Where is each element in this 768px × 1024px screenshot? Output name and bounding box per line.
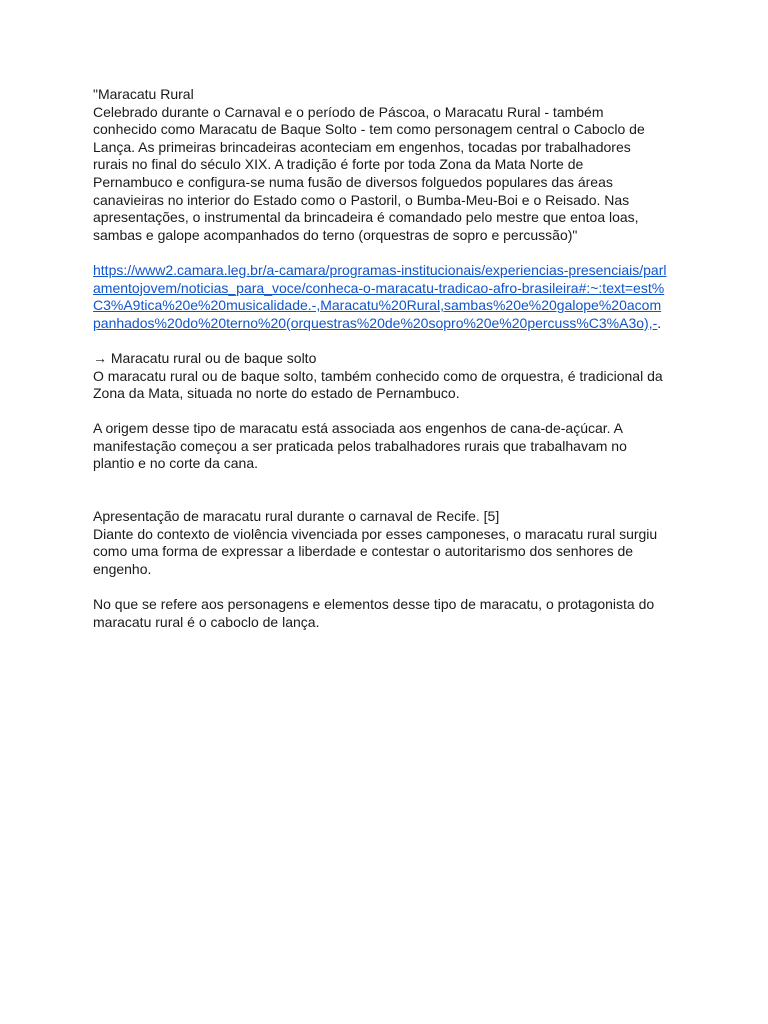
quote-title-line: "Maracatu Rural	[93, 86, 194, 102]
paragraph-gap	[93, 332, 683, 350]
source-link-line	[93, 297, 683, 315]
source-link-line	[93, 280, 683, 298]
paragraph-gap	[93, 579, 683, 597]
quote-line: apresentações, o instrumental da brincadeira é comandado pelo mestre que entoa loas,	[93, 209, 639, 226]
quote-paragraph	[93, 86, 683, 244]
source-link[interactable]: https://www2.camara.leg.br/a-camara/programas-institucionais/experiencias-presenciais/parl	[93, 261, 667, 278]
paragraph-gap	[93, 244, 683, 262]
section-line: O maracatu rural ou de baque solto, também conhecido como de orquestra, é tradicional da	[93, 367, 663, 384]
paragraph-gap	[93, 473, 683, 508]
section-heading: → Maracatu rural ou de baque solto	[93, 349, 317, 366]
source-link-paragraph	[93, 262, 683, 332]
section-line: maracatu rural é o caboclo de lança.	[93, 613, 320, 630]
quote-line: Pernambuco e configura-se numa fusão de diversos folguedos populares das áreas	[93, 173, 613, 190]
section-line: manifestação começou a ser praticada pelos trabalhadores rurais que trabalhavam no	[93, 437, 627, 454]
quote-line: rurais no final do século XIX. A tradição é forte por toda Zona da Mata Norte de	[93, 156, 584, 173]
source-link[interactable]: amentojovem/noticias_para_voce/conheca-o-maracatu-tradicao-afro-brasileira#:~:text=est%	[93, 279, 665, 296]
source-link[interactable]: C3%A9tica%20e%20musicalidade.-,Maracatu%20Rural,sambas%20e%20galope%20acom	[93, 297, 662, 314]
paragraph-gap	[93, 403, 683, 421]
quote-line: sambas e galope acompanhados do terno (orquestras de sopro e percussão)"	[93, 226, 578, 243]
section-line: engenho.	[93, 561, 152, 578]
section-line: Zona da Mata, situada no norte do estado de Pernambuco.	[93, 385, 460, 402]
section-apresentacao	[93, 508, 683, 578]
section-baque-solto	[93, 350, 683, 403]
section-line: plantio e no corte da cana.	[93, 455, 259, 472]
quote-line: Lança. As primeiras brincadeiras aconteciam em engenhos, tocadas por trabalhadores	[93, 138, 631, 155]
image-caption-line: Apresentação de maracatu rural durante o carnaval de Recife. [5]	[93, 508, 500, 525]
section-line: como uma forma de expressar a liberdade e contestar o autoritarismo dos senhores de	[93, 543, 634, 560]
document-body	[93, 86, 683, 631]
source-link[interactable]: panhados%20do%20terno%20(orquestras%20de%20sopro%20e%20percuss%C3%A3o),-	[93, 314, 658, 331]
section-line: A origem desse tipo de maracatu está associada aos engenhos de cana-de-açúcar. A	[93, 420, 624, 437]
quote-line: conhecido como Maracatu de Baque Solto - tem como personagem central o Caboclo de	[93, 121, 645, 138]
source-link-line	[93, 262, 683, 280]
section-line: No que se refere aos personagens e elementos desse tipo de maracatu, o protagonista do	[93, 596, 655, 613]
link-trailing-period: .	[657, 314, 662, 331]
section-personagens	[93, 596, 683, 631]
section-origem	[93, 420, 683, 473]
section-line: Diante do contexto de violência vivenciada por esses camponeses, o maracatu rural surgiu	[93, 525, 658, 542]
quote-line: canavieiras no interior do Estado como o Pastoril, o Bumba-Meu-Boi e o Reisado. Nas	[93, 191, 630, 208]
source-link-line	[93, 315, 683, 333]
quote-line: Celebrado durante o Carnaval e o período de Páscoa, o Maracatu Rural - também	[93, 103, 604, 120]
